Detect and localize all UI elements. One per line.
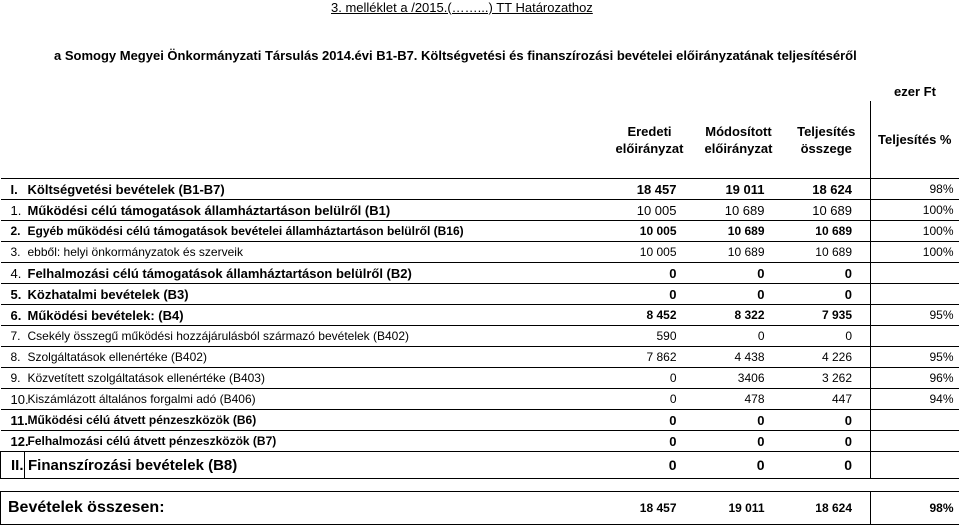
table-row [1, 284, 959, 305]
cell-modositott: 8 322 [695, 305, 783, 326]
row-code: 10. [1, 389, 25, 410]
cell-teljesites: 4 226 [783, 347, 871, 368]
table-row [1, 431, 959, 452]
row-label: Felhalmozási célú átvett pénzeszközök (B7) [25, 431, 605, 452]
row-label: Költségvetési bevételek (B1-B7) [25, 179, 605, 200]
cell-pct [871, 452, 959, 479]
document-reference: 3. melléklet a /2015.(……...) TT Határozathoz [331, 0, 593, 15]
cell-eredeti: 0 [605, 368, 695, 389]
table-header-row [1, 101, 959, 179]
cell-eredeti: 10 005 [605, 242, 695, 263]
cell-teljesites: 18 624 [783, 179, 871, 200]
cell-pct [871, 284, 959, 305]
row-code: 7. [1, 326, 25, 347]
cell-eredeti: 10 005 [605, 221, 695, 242]
cell-eredeti: 0 [605, 431, 695, 452]
unit-label: ezer Ft [894, 84, 936, 99]
total-label: Bevételek összesen: [1, 492, 605, 525]
total-row [1, 492, 959, 525]
table-row [1, 410, 959, 431]
row-code: 11. [1, 410, 25, 431]
cell-teljesites: 10 689 [783, 200, 871, 221]
cell-eredeti: 18 457 [605, 179, 695, 200]
table-row [1, 179, 959, 200]
cell-teljesites: 0 [783, 410, 871, 431]
header-text: előirányzat [615, 140, 684, 156]
cell-teljesites: 0 [783, 431, 871, 452]
cell-eredeti: 7 862 [605, 347, 695, 368]
row-label: ebből: helyi önkormányzatok és szerveik [25, 242, 605, 263]
cell-eredeti: 0 [605, 284, 695, 305]
total-modositott: 19 011 [695, 492, 783, 525]
cell-pct: 95% [871, 305, 959, 326]
row-code: II. [1, 452, 25, 479]
cell-teljesites: 10 689 [783, 242, 871, 263]
row-code: 5. [1, 284, 25, 305]
table-spacer [1, 479, 959, 492]
row-label: Finanszírozási bevételek (B8) [25, 452, 605, 479]
cell-modositott: 0 [695, 326, 783, 347]
cell-teljesites: 447 [783, 389, 871, 410]
total-teljesites: 18 624 [783, 492, 871, 525]
header-text: Módosított [705, 123, 772, 139]
cell-pct: 100% [871, 200, 959, 221]
total-eredeti: 18 457 [605, 492, 695, 525]
cell-pct: 98% [871, 179, 959, 200]
header-text: Eredeti [627, 123, 672, 139]
cell-pct: 100% [871, 242, 959, 263]
row-label: Működési bevételek: (B4) [25, 305, 605, 326]
row-code: 1. [1, 200, 25, 221]
cell-pct: 94% [871, 389, 959, 410]
table-row [1, 242, 959, 263]
cell-modositott: 4 438 [695, 347, 783, 368]
cell-pct [871, 263, 959, 284]
cell-modositott: 0 [695, 431, 783, 452]
header-text: előirányzat [704, 140, 773, 156]
table-row [1, 305, 959, 326]
cell-modositott: 0 [695, 410, 783, 431]
row-label: Működési célú támogatások államháztartáson belülről (B1) [25, 200, 605, 221]
column-header-modositott [695, 101, 783, 179]
row-code: 12. [1, 431, 25, 452]
cell-modositott: 10 689 [695, 221, 783, 242]
header-text: Teljesítés [797, 123, 856, 139]
cell-pct: 100% [871, 221, 959, 242]
table-row [1, 452, 959, 479]
table-row [1, 326, 959, 347]
cell-modositott: 0 [695, 452, 783, 479]
row-label: Működési célú átvett pénzeszközök (B6) [25, 410, 605, 431]
cell-modositott: 10 689 [695, 200, 783, 221]
row-label: Közvetített szolgáltatások ellenértéke (B403) [25, 368, 605, 389]
row-code: 6. [1, 305, 25, 326]
cell-modositott: 0 [695, 284, 783, 305]
table-row [1, 368, 959, 389]
row-code: 3. [1, 242, 25, 263]
cell-teljesites: 3 262 [783, 368, 871, 389]
cell-eredeti: 0 [605, 452, 695, 479]
row-label: Egyéb működési célú támogatások bevételei államháztartáson belülről (B16) [25, 221, 605, 242]
cell-eredeti: 10 005 [605, 200, 695, 221]
row-label: Csekély összegű működési hozzájárulásból származó bevételek (B402) [25, 326, 605, 347]
cell-teljesites: 7 935 [783, 305, 871, 326]
cell-teljesites: 0 [783, 452, 871, 479]
cell-pct: 96% [871, 368, 959, 389]
row-code: 2. [1, 221, 25, 242]
table-row [1, 389, 959, 410]
cell-modositott: 19 011 [695, 179, 783, 200]
row-code: I. [1, 179, 25, 200]
cell-eredeti: 8 452 [605, 305, 695, 326]
cell-eredeti: 0 [605, 410, 695, 431]
cell-eredeti: 590 [605, 326, 695, 347]
budget-table [0, 101, 959, 525]
header-corner [1, 101, 605, 179]
table-row [1, 347, 959, 368]
cell-teljesites: 0 [783, 284, 871, 305]
header-text: összege [800, 140, 852, 156]
cell-eredeti: 0 [605, 389, 695, 410]
column-header-teljesites-pct: Teljesítés % [871, 101, 959, 179]
cell-teljesites: 0 [783, 326, 871, 347]
cell-teljesites: 0 [783, 263, 871, 284]
column-header-eredeti [605, 101, 695, 179]
cell-modositott: 3406 [695, 368, 783, 389]
row-label: Közhatalmi bevételek (B3) [25, 284, 605, 305]
column-header-teljesites [783, 101, 871, 179]
row-label: Felhalmozási célú támogatások államháztartáson belülről (B2) [25, 263, 605, 284]
cell-teljesites: 10 689 [783, 221, 871, 242]
row-label: Kiszámlázott általános forgalmi adó (B406) [25, 389, 605, 410]
total-pct: 98% [871, 492, 959, 525]
cell-eredeti: 0 [605, 263, 695, 284]
cell-modositott: 0 [695, 263, 783, 284]
row-code: 9. [1, 368, 25, 389]
cell-pct: 95% [871, 347, 959, 368]
table-row [1, 263, 959, 284]
table-row [1, 221, 959, 242]
document-title: a Somogy Megyei Önkormányzati Társulás 2014.évi B1-B7. Költségvetési és finanszírozási bevételei előirányzatának teljesítéséről [54, 48, 857, 63]
row-label: Szolgáltatások ellenértéke (B402) [25, 347, 605, 368]
cell-pct [871, 431, 959, 452]
cell-pct [871, 410, 959, 431]
row-code: 4. [1, 263, 25, 284]
row-code: 8. [1, 347, 25, 368]
cell-pct [871, 326, 959, 347]
table-row [1, 200, 959, 221]
cell-modositott: 478 [695, 389, 783, 410]
cell-modositott: 10 689 [695, 242, 783, 263]
